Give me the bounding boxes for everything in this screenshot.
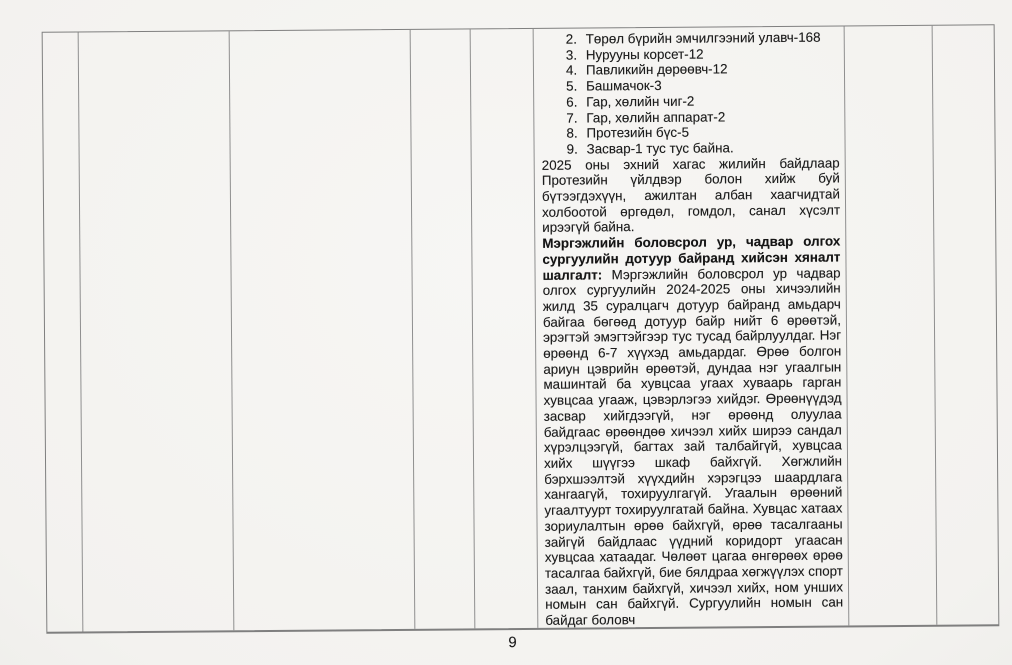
list-item-number: 4. xyxy=(565,62,578,79)
paragraph-inspection xyxy=(542,234,843,629)
inspection-heading: Мэргэжлийн боловсрол ур, чадвар олгох сургуулийн дотуур байранд хийсэн хяналт шалгалт: xyxy=(542,233,841,283)
list-item-number: 2. xyxy=(565,31,577,47)
list-item-number: 9. xyxy=(566,141,578,157)
table-column-divider-7 xyxy=(932,26,938,625)
list-item-text: Протезийн бүс-5 xyxy=(586,124,690,141)
list-item-text: Павликийн дөрөөвч-12 xyxy=(585,61,728,78)
table-column-divider-4 xyxy=(470,29,476,628)
orthopedic-items-list xyxy=(541,29,840,157)
list-item xyxy=(566,29,839,47)
list-item-text: Засвар-1 тус тус байна. xyxy=(586,140,734,157)
list-item-text: Гар, хөлийн чиг-2 xyxy=(586,93,695,110)
list-item-number: 5. xyxy=(566,78,578,94)
page-number: 9 xyxy=(508,634,517,652)
list-item-text: Башмачок-3 xyxy=(586,77,662,94)
list-item-number: 3. xyxy=(565,47,578,63)
list-item-number: 7. xyxy=(566,110,578,126)
inspection-body: Мэргэжлийн боловсрол ур чадвар олгох сургуулийн 2024-2025 оны хичээлийн жилд 35 суралцагч дотуур байранд амьдарч байгаа бөгөөд дотуур байр нийт 6 өрөөтэй, эрэгтэй эмэгтэйгээр тус тусад байрлуулдаг. Нэг өрөөнд 6-7 хүүхэд амьдардаг. Өрөө болгон ариун цэврийн өрөөтэй, дундаа нэг угаалгын машинтай ба хувцсаа угаах хуваарь гарган хувцсаа угааж, цэвэрлэгээ хийдэг. Өрөөнүүдэд засвар хийгдээгүй, нэг өрөөнд олуулаа байдгаас өрөөндөө хичээл хийх ширээ сандал хүрэлцээгүй, багтах зай талбайгүй, хувцсаа хийх шүүгээ шкаф байхгүй. Хөгжлийн бэрхшээлтэй хүүхдийн хэрэгцээ шаардлага хангаагүй, тохируулгагүй. Угаалын өрөөний угаалтуурт тохируулгатай байна. Хувцас хатаах зориулалтын өрөө байхгүй, өрөө тасалгааны зайгүй байдлаас үүдний коридорт угаасан хувцсаа хатаадаг. Чөлөөт цагаа өнгөрөөх өрөө тасалгаа байхгүй, бие бялдраа хөгжүүлэх спорт заал, танхим байхгүй, хичээл хийх, ном унших номын сан байхгүй. Сургуулийн номын сан байдаг боловч xyxy=(542,265,844,628)
list-item-text: Гар, хөлийн аппарат-2 xyxy=(586,108,726,125)
table-column-divider-2 xyxy=(229,31,235,630)
list-item-text: Нурууны корсет-12 xyxy=(585,46,704,63)
paragraph-complaints: 2025 оны эхний хагас жилийн байдлаар Протезийн үйлдвэр болон хийж буй бүтээгдэхүүн, ажилтан албан хаагчидтай холбоотой өргөдөл, гомдол, санал хүсэлт ирээгүй байна. xyxy=(541,155,841,236)
document-table xyxy=(42,24,1000,633)
list-item-number: 8. xyxy=(566,125,578,141)
table-column-divider-3 xyxy=(410,30,416,629)
report-text-cell xyxy=(534,26,849,628)
list-item-number: 6. xyxy=(566,94,578,110)
table-column-divider-1 xyxy=(78,32,84,631)
list-item-text: Төрөл бүрийн эмчилгээний улавч-168 xyxy=(585,29,821,47)
